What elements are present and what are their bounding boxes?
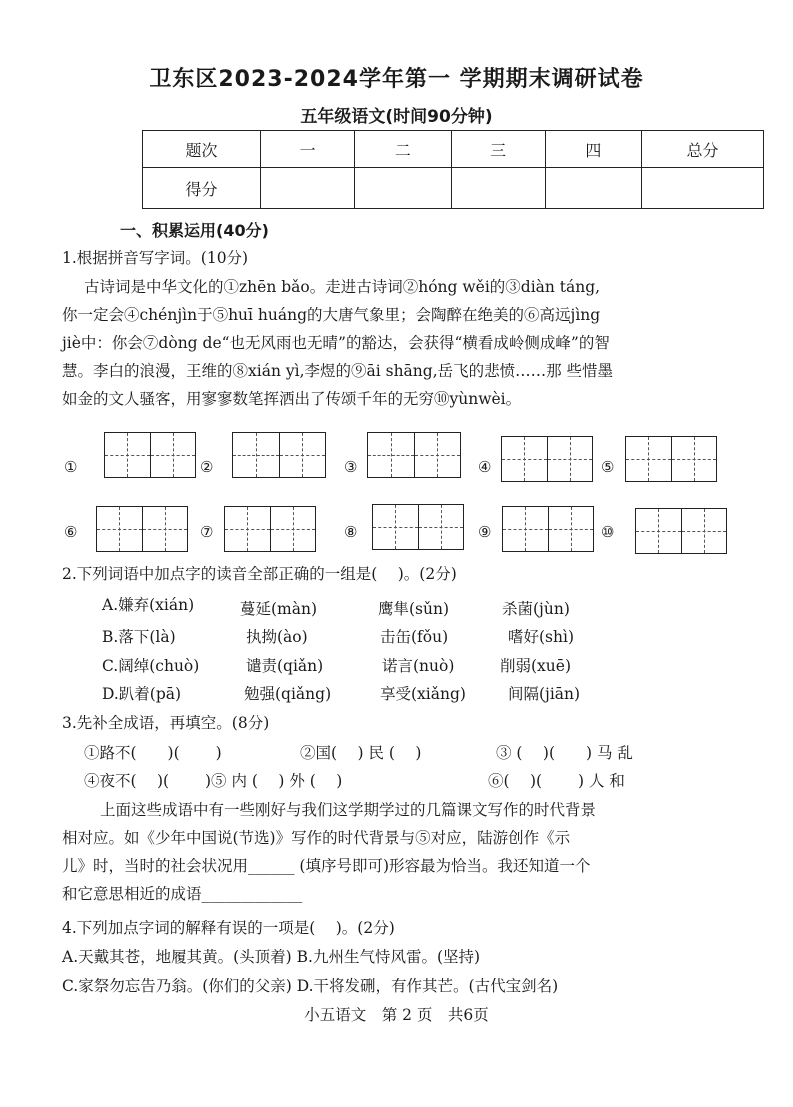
- answer-box[interactable]: [367, 432, 461, 478]
- answer-box[interactable]: [501, 436, 593, 482]
- score-input-cell[interactable]: [451, 168, 545, 209]
- score-input-cell[interactable]: [545, 168, 641, 209]
- q2-option-c-4: 削弱(xuē): [500, 657, 571, 675]
- answer-label: ③: [344, 458, 358, 476]
- score-row-label: 得分: [143, 168, 261, 209]
- score-table: [142, 130, 764, 209]
- q2-option-a-3: 鹰隼(sǔn): [378, 600, 450, 618]
- answer-label: ②: [200, 458, 214, 476]
- q1-line: 如金的文人骚客，用寥寥数笔挥洒出了传颂千年的无穷⑩yùnwèi。: [62, 390, 522, 408]
- q1-passage: [62, 273, 768, 413]
- q1-line: 你一定会④chénjìn于⑤huī huáng的大唐气象里；会陶醉在绝美的⑥高远jìng: [62, 306, 601, 324]
- answer-box[interactable]: [224, 506, 316, 552]
- score-input-cell[interactable]: [641, 168, 763, 209]
- q2-option-c-3: 诺言(nuò): [382, 657, 455, 675]
- answer-label: ⑥: [64, 523, 78, 541]
- q3-passage: [62, 796, 768, 908]
- score-input-cell[interactable]: [261, 168, 355, 209]
- q3-line: 相对应。如《少年中国说(节选)》写作的时代背景与⑤对应，陆游创作《示: [62, 829, 571, 847]
- q2-prompt: 2.下列词语中加点字的读音全部正确的一组是( )。(2分): [62, 565, 457, 583]
- q1-prompt: 1.根据拼音写字词。(10分): [62, 249, 249, 267]
- score-input-cell[interactable]: [355, 168, 451, 209]
- q3-line: 儿》时，当时的社会状况用______ (填序号即可)形容最为恰当。我还知道一个: [62, 857, 591, 875]
- answer-box[interactable]: [625, 436, 717, 482]
- score-header-cell: 一: [261, 131, 355, 168]
- q2-option-d-3: 享受(xiǎng): [380, 685, 466, 703]
- q2-option-a-4: 杀菌(jùn): [502, 600, 570, 618]
- answer-box[interactable]: [232, 432, 326, 478]
- q3-idiom-3: ③ ( )( ) 马 乱: [496, 744, 633, 762]
- q2-option-c-1: C.阔绰(chuò): [102, 657, 200, 675]
- q3-idiom-1: ①路不( )( ): [84, 744, 222, 762]
- exam-title: 卫东区2023-2024学年第一 学期期末调研试卷: [149, 67, 644, 92]
- answer-label: ⑨: [478, 523, 492, 541]
- score-header-cell: 题次: [143, 131, 261, 168]
- q2-option-d-4: 间隔(jiān): [508, 685, 581, 703]
- answer-box[interactable]: [502, 506, 594, 552]
- q1-line: 慧。李白的浪漫，王维的⑧xián yì,李煜的⑨āi shāng,岳飞的悲愤……那 些惜墨: [62, 362, 614, 380]
- score-header-cell: 三: [451, 131, 545, 168]
- q2-option-b-4: 嗜好(shì): [508, 628, 574, 646]
- answer-label: ⑩: [601, 523, 615, 541]
- q2-option-b-1: B.落下(là): [102, 628, 176, 646]
- exam-subtitle: 五年级语文(时间90分钟): [300, 107, 493, 127]
- q3-line: 和它意思相近的成语_____________: [62, 885, 303, 903]
- answer-label: ④: [478, 458, 492, 476]
- q2-option-c-2: 谴责(qiǎn): [246, 657, 324, 675]
- score-header-cell: 四: [545, 131, 641, 168]
- answer-box[interactable]: [96, 506, 188, 552]
- section-title: 一、积累运用(40分): [120, 221, 269, 240]
- q4-line: C.家祭勿忘告乃翁。(你们的父亲) D.干将发硎，有作其芒。(古代宝剑名): [62, 977, 559, 995]
- q3-idiom-2: ②国( ) 民 ( ): [300, 744, 422, 762]
- score-header-cell: 二: [355, 131, 451, 168]
- q3-idiom-6: ⑥( )( ) 人 和: [488, 772, 625, 790]
- q2-option-d-2: 勉强(qiǎng): [244, 685, 332, 703]
- q3-prompt: 3.先补全成语，再填空。(8分): [62, 714, 270, 732]
- q2-option-a-1: A.嫌弃(xián): [102, 596, 195, 614]
- answer-label: ⑦: [200, 523, 214, 541]
- q2-option-b-2: 执拗(ào): [246, 628, 308, 646]
- answer-box[interactable]: [372, 504, 464, 550]
- q1-line: 古诗词是中华文化的①zhēn bǎo。走进古诗词②hóng wěi的③diàn táng,: [84, 278, 601, 296]
- answer-box[interactable]: [635, 508, 727, 554]
- q2-option-d-1: D.趴着(pā): [102, 685, 182, 703]
- q2-option-b-3: 击缶(fǒu): [380, 628, 449, 646]
- answer-label: ⑧: [344, 523, 358, 541]
- page-footer: 小五语文 第 2 页 共6页: [304, 1006, 489, 1024]
- q1-line: jiè中：你会⑦dòng de“也无风雨也无晴”的豁达，会获得“横看成岭侧成峰”的智: [62, 334, 610, 352]
- q3-idiom-4-5: ④夜不( )( )⑤ 内 ( ) 外 ( ): [84, 772, 343, 790]
- score-header-cell: 总分: [641, 131, 763, 168]
- q4-prompt: 4.下列加点字词的解释有误的一项是( )。(2分): [62, 919, 395, 937]
- q4-line: A.天戴其苍，地履其黄。(头顶着) B.九州生气恃风雷。(坚持): [62, 948, 481, 966]
- q3-line: 上面这些成语中有一些刚好与我们这学期学过的几篇课文写作的时代背景: [100, 801, 597, 819]
- answer-box[interactable]: [104, 432, 196, 478]
- answer-label: ①: [64, 458, 78, 476]
- q2-option-a-2: 蔓延(màn): [240, 600, 318, 618]
- answer-label: ⑤: [601, 458, 615, 476]
